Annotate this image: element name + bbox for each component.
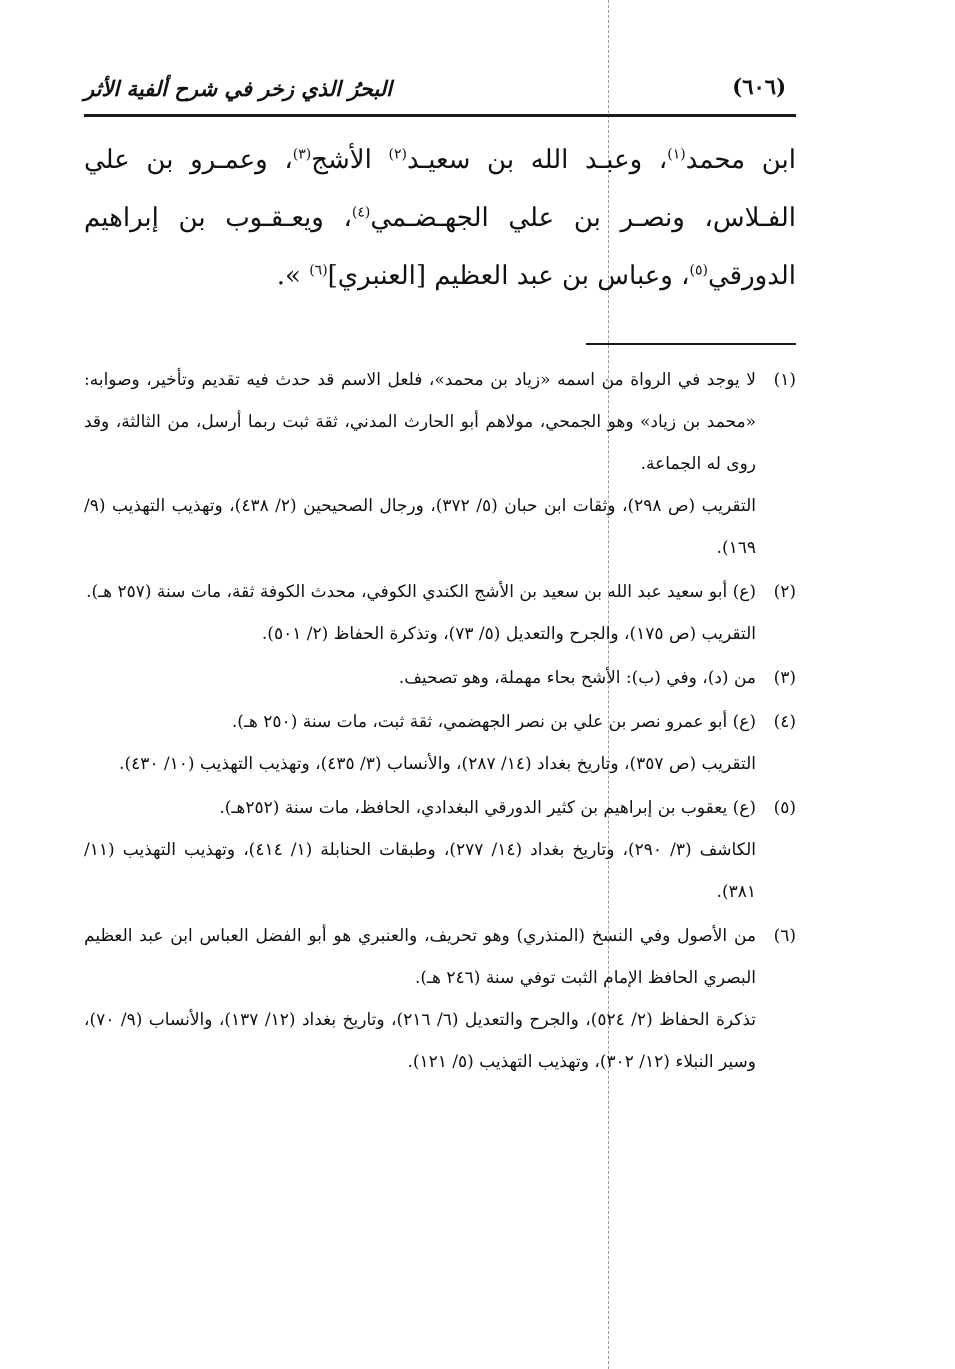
footnote-1	[84, 359, 796, 569]
footnotes-section	[84, 359, 796, 1083]
footnote-body	[84, 701, 756, 785]
footnote-separator	[586, 343, 796, 345]
main-text-segment: ابن محمد	[685, 145, 796, 175]
footnote-body	[84, 787, 756, 913]
footnote-paragraph: من الأصول وفي النسخ (المنذري) وهو تحريف، والعنبري هو أبو الفضل العباس ابن عبد العظيم البصري الحافظ الإمام الثبت توفي سنة (٢٤٦ هـ).	[84, 926, 756, 988]
book-page	[84, 68, 796, 1085]
footnote-number: (٥)	[773, 798, 796, 818]
footnote-6	[84, 915, 796, 1083]
footnote-ref: (٤)	[351, 204, 371, 221]
footnote-body	[84, 915, 756, 1083]
footnote-body	[84, 571, 756, 655]
footnote-paragraph: من (د)، وفي (ب): الأشح بحاء مهملة، وهو تصحيف.	[398, 668, 756, 688]
footnote-number: (١)	[773, 370, 796, 390]
page-number: (٦٠٦)	[732, 74, 786, 99]
main-text-segment: ، وعباس بن عبد العظيم [العنبري]	[327, 261, 690, 291]
footnote-ref: (٦)	[309, 262, 328, 279]
footnote-paragraph: تذكرة الحفاظ (٢/ ٥٢٤)، والجرح والتعديل (٦/ ٢١٦)، وتاريخ بغداد (١٢/ ١٣٧)، والأنساب (٩/ ٧٠)، وسير النبلاء (١٢/ ٣٠٢)، وتهذيب التهذيب (٥/ ١٢١).	[84, 1010, 756, 1072]
running-header	[84, 68, 796, 117]
footnote-paragraph: التقريب (ص ١٧٥)، والجرح والتعديل (٥/ ٧٣)، وتذكرة الحفاظ (٢/ ٥٠١).	[261, 624, 756, 644]
footnote-paragraph: الكاشف (٣/ ٢٩٠)، وتاريخ بغداد (١٤/ ٢٧٧)، وطبقات الحنابلة (١/ ٤١٤)، وتهذيب التهذيب (١١/ ٣٨١).	[84, 840, 756, 902]
footnote-paragraph: لا يوجد في الرواة من اسمه «زياد بن محمد»، فلعل الاسم قد حدث فيه تقديم وتأخير، وصوابه: «محمد بن زياد» وهو الجمحي، مولاهم أبو الحارث المدني، ثقة ثبت ربما أرسل، من الثالثة، وقد روى له الجماعة.	[84, 370, 756, 474]
footnote-5	[84, 787, 796, 913]
footnote-4	[84, 701, 796, 785]
footnote-ref: (١)	[667, 146, 686, 163]
footnote-number: (٦)	[773, 926, 796, 946]
main-text-segment: ».	[276, 261, 310, 291]
footnote-ref: (٥)	[689, 262, 708, 279]
footnote-body	[84, 359, 756, 569]
footnote-number: (٢)	[773, 582, 796, 602]
footnote-ref: (٣)	[292, 146, 312, 163]
footnote-2	[84, 571, 796, 655]
book-title: البحرُ الذي زخر في شرح ألفية الأثر	[84, 76, 392, 101]
footnote-paragraph: (ع) أبو عمرو نصر بن علي بن نصر الجهضمي، ثقة ثبت، مات سنة (٢٥٠ هـ).	[231, 712, 756, 732]
main-text-segment: ، وعمـرو بن علي الفـلاس، ونصـر بن علي الجهـضـمي	[84, 145, 796, 233]
footnote-paragraph: (ع) يعقوب بن إبراهيم بن كثير الدورقي البغدادي، الحافظ، مات سنة (٢٥٢هـ).	[219, 798, 756, 818]
footnote-paragraph: (ع) أبو سعيد عبد الله بن سعيد بن الأشج الكندي الكوفي، محدث الكوفة ثقة، مات سنة (٢٥٧ هـ).	[86, 582, 756, 602]
footnote-3	[84, 657, 796, 699]
main-text-segment: ، وعبـد الله بن سعيـد	[406, 145, 668, 175]
main-text-segment: الأشج	[311, 145, 389, 175]
main-text-segment: ، ويعـقـوب بن إبراهيم الدورقي	[84, 203, 796, 291]
footnote-paragraph: التقريب (ص ٣٥٧)، وتاريخ بغداد (١٤/ ٢٨٧)، والأنساب (٣/ ٤٣٥)، وتهذيب التهذيب (١٠/ ٤٣٠).	[119, 754, 756, 774]
footnote-number: (٣)	[773, 668, 796, 688]
footnote-number: (٤)	[773, 712, 796, 732]
footnote-ref: (٢)	[388, 146, 407, 163]
main-text-paragraph	[84, 131, 796, 305]
footnote-body	[84, 657, 756, 699]
footnote-paragraph: التقريب (ص ٢٩٨)، وثقات ابن حبان (٥/ ٣٧٢)، ورجال الصحيحين (٢/ ٤٣٨)، وتهذيب التهذيب (٩/ ١٦٩).	[84, 496, 757, 558]
